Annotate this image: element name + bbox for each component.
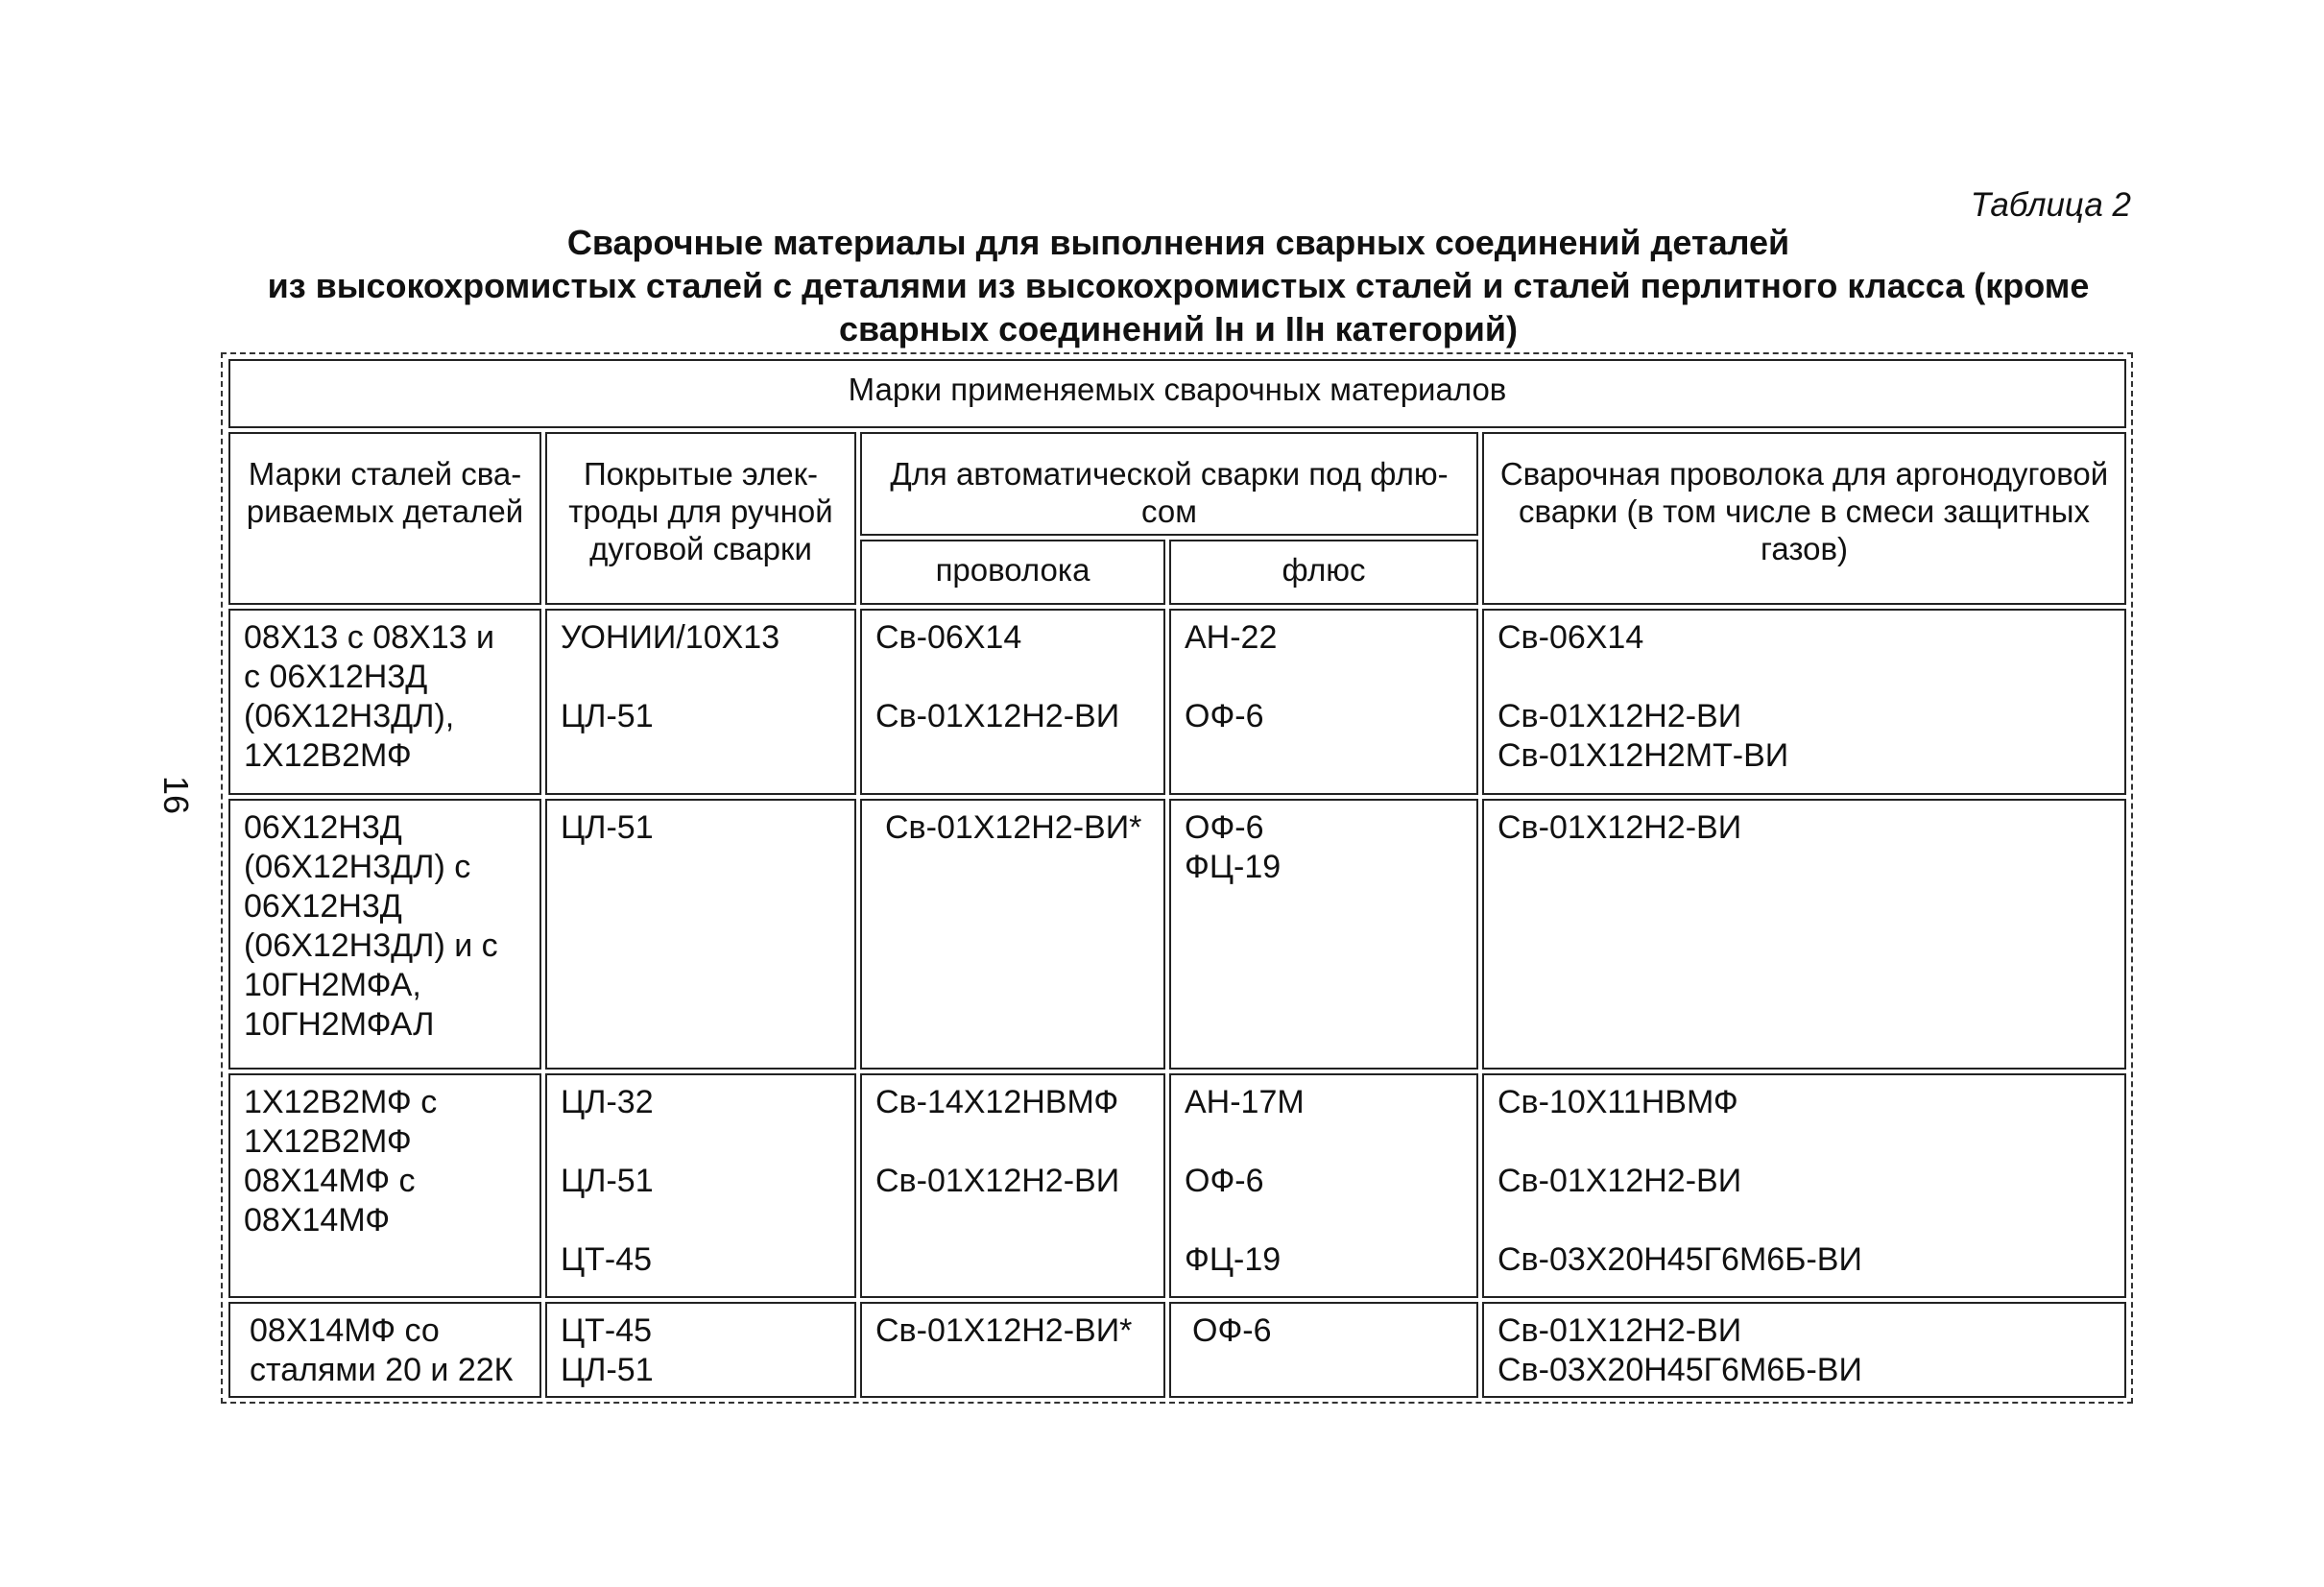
cell-text: Св-01Х12Н2-ВИ bbox=[1497, 1312, 1742, 1349]
cell-text: 06Х12Н3Д bbox=[244, 888, 402, 925]
cell-text: Св-01Х12Н2-ВИ* bbox=[875, 1312, 1133, 1349]
cell-text: 06Х12Н3Д bbox=[244, 809, 402, 846]
cell-text: Св-01Х12Н2-ВИ bbox=[875, 1163, 1120, 1199]
cell-text: ОФ-6 bbox=[1185, 809, 1264, 846]
header-text: троды для ручной bbox=[568, 493, 833, 529]
cell-gap bbox=[1185, 1122, 1463, 1162]
cell-gap bbox=[1497, 658, 2111, 697]
header-auto-welding bbox=[860, 432, 1478, 536]
cell-text: (06Х12Н3ДЛ) с bbox=[244, 849, 471, 885]
cell-text: Св-01Х12Н2-ВИ bbox=[1497, 809, 1742, 846]
cell-gap bbox=[1497, 1122, 2111, 1162]
row2-steel-cell bbox=[228, 799, 541, 1070]
super-header-cell bbox=[228, 359, 2126, 428]
cell-text: ЦЛ-32 bbox=[561, 1084, 654, 1120]
header-text: Для автоматической сварки под флю- bbox=[890, 456, 1449, 492]
cell-gap bbox=[875, 658, 1150, 697]
row3-wire-cell bbox=[860, 1073, 1165, 1298]
cell-gap bbox=[561, 658, 841, 697]
header-text: проволока bbox=[935, 552, 1090, 588]
header-text: риваемых деталей bbox=[246, 493, 524, 529]
title-line: Сварочные материалы для выполнения сварных соединений деталей bbox=[566, 223, 1790, 262]
cell-text: Св-03Х20Н45Г6М6Б-ВИ bbox=[1497, 1241, 1862, 1278]
cell-gap bbox=[1497, 1201, 2111, 1240]
row2-flux-cell bbox=[1169, 799, 1478, 1070]
row3-electrodes-cell bbox=[545, 1073, 856, 1298]
row1-wire-cell bbox=[860, 609, 1165, 795]
cell-gap bbox=[1185, 1201, 1463, 1240]
cell-text: 10ГН2МФАЛ bbox=[244, 1006, 435, 1043]
cell-text: ЦТ-45 bbox=[561, 1312, 653, 1349]
header-steel bbox=[228, 432, 541, 605]
row3-steel-cell bbox=[228, 1073, 541, 1298]
row4-wire-cell bbox=[860, 1302, 1165, 1398]
page-number: 16 bbox=[156, 775, 196, 815]
cell-text: АН-22 bbox=[1185, 619, 1278, 656]
cell-text: АН-17М bbox=[1185, 1084, 1305, 1120]
header-text: флюс bbox=[1282, 552, 1366, 588]
cell-text: ОФ-6 bbox=[1185, 698, 1264, 734]
cell-text: Св-01Х12Н2МТ-ВИ bbox=[1497, 737, 1789, 774]
cell-text: ЦЛ-51 bbox=[561, 1352, 654, 1388]
row2-wire-cell bbox=[860, 799, 1165, 1070]
cell-text: ФЦ-19 bbox=[1185, 849, 1282, 885]
cell-text: ЦТ-45 bbox=[561, 1241, 653, 1278]
row2-electrodes-cell bbox=[545, 799, 856, 1070]
row1-electrodes-cell bbox=[545, 609, 856, 795]
row4-argon-cell bbox=[1482, 1302, 2126, 1398]
table-title bbox=[240, 221, 2117, 350]
cell-text: 1Х12В2МФ bbox=[244, 1123, 412, 1160]
header-text: газов) bbox=[1761, 531, 1848, 566]
row4-steel-cell bbox=[228, 1302, 541, 1398]
cell-text: (06Х12Н3ДЛ), bbox=[244, 698, 455, 734]
title-line: из высокохромистых сталей с деталями из высокохромистых сталей и сталей перлитного класса (кроме bbox=[267, 266, 2090, 305]
cell-text: 08Х14МФ с bbox=[244, 1163, 416, 1199]
cell-text: 08Х14МФ bbox=[244, 1202, 391, 1238]
header-text: дуговой сварки bbox=[589, 531, 812, 566]
cell-text: Св-01Х12Н2-ВИ bbox=[1497, 698, 1742, 734]
row1-flux-cell bbox=[1169, 609, 1478, 795]
table-number: Таблица 2 bbox=[1970, 186, 2131, 224]
row1-steel-cell bbox=[228, 609, 541, 795]
cell-text: Св-03Х20Н45Г6М6Б-ВИ bbox=[1497, 1352, 1862, 1388]
title-line: сварных соединений Iн и IIн категорий) bbox=[838, 309, 1519, 349]
super-header-text: Марки применяемых сварочных материалов bbox=[848, 372, 1507, 407]
cell-text: Св-14Х12НВМФ bbox=[875, 1084, 1119, 1120]
header-wire bbox=[860, 540, 1165, 605]
cell-text: Св-01Х12Н2-ВИ* bbox=[885, 809, 1142, 846]
cell-gap bbox=[875, 1122, 1150, 1162]
cell-text: Св-01Х12Н2-ВИ bbox=[1497, 1163, 1742, 1199]
header-text: Сварочная проволока для аргонодуговой bbox=[1499, 456, 2109, 492]
header-flux bbox=[1169, 540, 1478, 605]
cell-text: 08Х13 с 08Х13 и bbox=[244, 619, 494, 656]
cell-gap bbox=[1185, 658, 1463, 697]
row1-argon-cell bbox=[1482, 609, 2126, 795]
row2-argon-cell bbox=[1482, 799, 2126, 1070]
row4-electrodes-cell bbox=[545, 1302, 856, 1398]
header-text: сом bbox=[1141, 493, 1197, 529]
cell-text: Св-06Х14 bbox=[875, 619, 1022, 656]
row4-flux-cell bbox=[1169, 1302, 1478, 1398]
row3-flux-cell bbox=[1169, 1073, 1478, 1298]
header-text: Покрытые элек- bbox=[583, 456, 819, 492]
cell-text: ЦЛ-51 bbox=[561, 1163, 654, 1199]
cell-text: 1Х12В2МФ с bbox=[244, 1084, 438, 1120]
cell-text: Св-01Х12Н2-ВИ bbox=[875, 698, 1120, 734]
cell-text: (06Х12Н3ДЛ) и с bbox=[244, 927, 498, 964]
cell-text: сталями 20 и 22К bbox=[250, 1352, 514, 1388]
cell-text: ЦЛ-51 bbox=[561, 809, 654, 846]
cell-text: ОФ-6 bbox=[1185, 1163, 1264, 1199]
cell-text: Св-10Х11НВМФ bbox=[1497, 1084, 1738, 1120]
cell-text: ФЦ-19 bbox=[1185, 1241, 1282, 1278]
cell-text: 10ГН2МФА, bbox=[244, 967, 421, 1003]
cell-text: Св-06Х14 bbox=[1497, 619, 1644, 656]
header-text: Марки сталей сва- bbox=[248, 456, 522, 492]
cell-gap bbox=[561, 1201, 841, 1240]
header-text: сварки (в том числе в смеси защитных bbox=[1519, 493, 2090, 529]
cell-gap bbox=[561, 1122, 841, 1162]
header-argon-wire bbox=[1482, 432, 2126, 605]
cell-text: с 06Х12Н3Д bbox=[244, 659, 428, 695]
header-electrodes bbox=[545, 432, 856, 605]
cell-text: 08Х14МФ со bbox=[250, 1312, 440, 1349]
cell-text: 1Х12В2МФ bbox=[244, 737, 412, 774]
cell-text: УОНИИ/10Х13 bbox=[561, 619, 780, 656]
row3-argon-cell bbox=[1482, 1073, 2126, 1298]
cell-text: ЦЛ-51 bbox=[561, 698, 654, 734]
cell-text: ОФ-6 bbox=[1192, 1312, 1272, 1349]
